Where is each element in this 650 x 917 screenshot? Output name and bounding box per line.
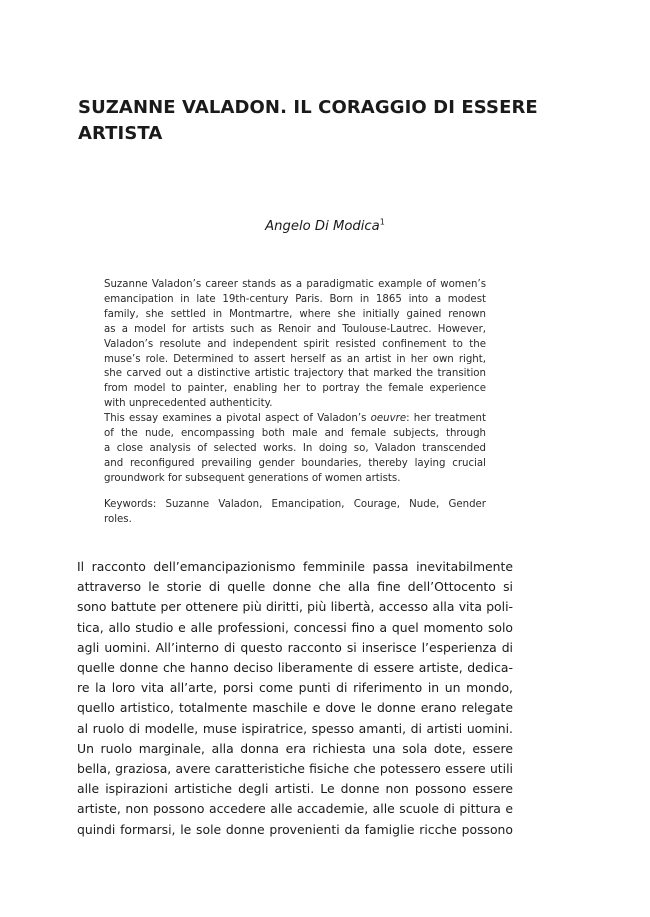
body-line: agli uomini. All’interno di questo racconto si inserisce l’esperienza di (77, 639, 513, 655)
body-line: tica, allo studio e alle professioni, concessi fino a quel momento solo (77, 619, 513, 635)
oeuvre-italic: oeuvre (370, 413, 407, 425)
body-line: Un ruolo marginale, alla donna era richiesta una sola dote, essere (77, 740, 513, 756)
abstract-line: Suzanne Valadon’s career stands as a paradigmatic example of women’s (104, 279, 486, 290)
title-line: ARTISTA (78, 123, 163, 144)
abstract-line-oeuvre (104, 412, 486, 427)
abstract-line: family, she settled in Montmartre, where she initially gained renown (104, 308, 486, 320)
abstract (104, 278, 486, 487)
author-byline (0, 218, 650, 236)
abstract-line: with unprecedented authenticity. (104, 398, 273, 410)
abstract-line: Valadon’s resolute and independent spirit resisted confinement to the (104, 338, 486, 350)
body-line: bella, graziosa, avere caratteristiche fisiche che potessero essere utili (77, 761, 513, 777)
abstract-line: she carved out a distinctive artistic trajectory that marked the transition (104, 368, 486, 380)
abstract-line: of the nude, encompassing both male and female subjects, through (104, 428, 486, 440)
keywords-line: roles. (104, 513, 132, 525)
abstract-line: a close analysis of selected works. In doing so, Valadon transcended (104, 442, 486, 454)
body-line: re la loro vita all’arte, porsi come punti di riferimento in un mondo, (77, 680, 513, 696)
body-line: alle ispirazioni artistiche degli artisti. Le donne non possono essere (77, 781, 513, 797)
footnote-mark[interactable]: 1 (379, 217, 385, 227)
body-line: quello artistico, totalmente maschile e dove le donne erano relegate (77, 700, 513, 716)
abstract-line-start: This essay examines a pivotal aspect of Valadon’s (104, 413, 371, 425)
body-text (77, 557, 513, 840)
keywords-line: Keywords: Suzanne Valadon, Emancipation, Courage, Nude, Gender (104, 499, 486, 510)
body-line: al ruolo di modelle, muse ispiratrice, spesso amanti, di artisti uomini. (77, 720, 513, 736)
body-line: Il racconto dell’emancipazionismo femminile passa inevitabilmente (77, 559, 513, 574)
abstract-line: emancipation in late 19th-century Paris. Born in 1865 into a modest (104, 293, 486, 305)
body-line: quindi formarsi, le sole donne provenienti da famiglie ricche possono (77, 821, 513, 837)
body-line: artiste, non possono accedere alle accademie, alle scuole di pittura e (77, 801, 513, 817)
abstract-line-tail: : her treatment (406, 413, 486, 425)
author-name: Angelo Di Modica (265, 219, 380, 234)
body-line: sono battute per ottenere più diritti, più libertà, accesso alla vita poli- (77, 599, 513, 615)
abstract-line: muse’s role. Determined to assert herself as an artist in her own right, (104, 353, 486, 365)
abstract-line: as a model for artists such as Renoir and Toulouse-Lautrec. However, (104, 323, 486, 335)
body-line: attraverso le storie di quelle donne che alla fine dell’Ottocento si (77, 579, 513, 595)
abstract-line: from model to painter, enabling her to portray the female experience (104, 383, 486, 395)
title-line: SUZANNE VALADON. IL CORAGGIO DI ESSERE (78, 97, 538, 118)
keywords (104, 498, 486, 528)
abstract-line: groundwork for subsequent generations of women artists. (104, 472, 401, 484)
body-line: quelle donne che hanno deciso liberamente di essere artiste, dedica- (77, 660, 513, 676)
abstract-line: and reconfigured prevailing gender boundaries, thereby laying crucial (104, 457, 486, 469)
article-title (78, 95, 538, 147)
